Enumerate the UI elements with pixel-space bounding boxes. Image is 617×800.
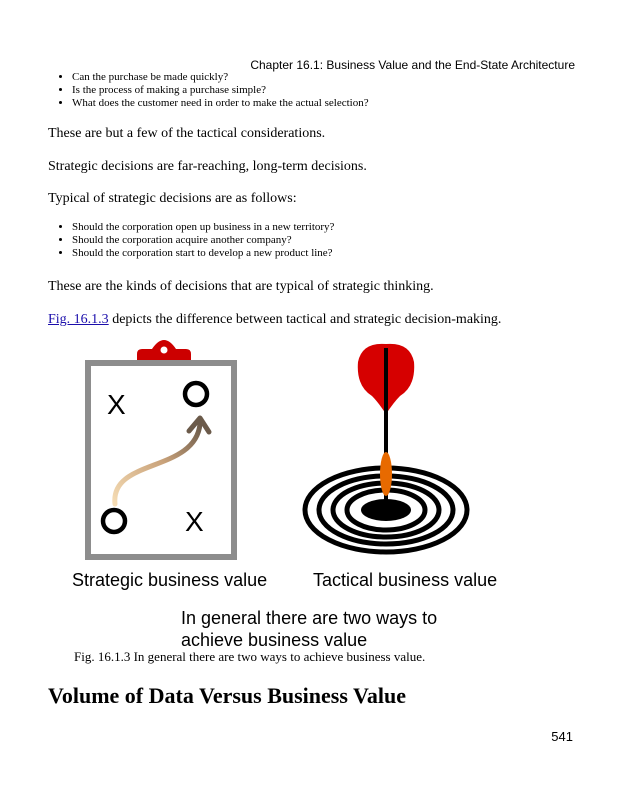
figure-label-tactical: Tactical business value <box>313 570 498 590</box>
strategic-decisions-list <box>48 221 334 260</box>
mark-x: X <box>107 389 126 420</box>
list-item: • What does the customer need in order to make the actual selection? <box>72 97 369 110</box>
figure-caption: Fig. 16.1.3 In general there are two ways to achieve business value. <box>74 649 426 664</box>
mark-x: X <box>185 506 204 537</box>
list-item: • Should the corporation start to develop a new product line? <box>72 247 334 260</box>
tactical-considerations-list <box>48 71 369 110</box>
figure-link[interactable]: Fig. 16.1.3 <box>48 312 109 327</box>
paragraph-strategic-intro: Typical of strategic decisions are as follows: <box>48 191 297 206</box>
figure-label-strategic: Strategic business value <box>72 570 268 590</box>
figure-main-caption: In general there are two ways to achieve business value <box>181 608 438 650</box>
section-heading: Volume of Data Versus Business Value <box>48 683 406 708</box>
paragraph-tactical-summary: These are but a few of the tactical considerations. <box>48 126 326 141</box>
paragraph-strategic-definition: Strategic decisions are far-reaching, long-term decisions. <box>48 159 367 174</box>
paragraph-figure-reference <box>48 312 501 328</box>
list-item: • Should the corporation open up business in a new territory? <box>72 221 334 234</box>
list-item: • Should the corporation acquire another company? <box>72 234 334 247</box>
paragraph-strategic-summary: These are the kinds of decisions that are typical of strategic thinking. <box>48 279 434 294</box>
list-item: • Is the process of making a purchase simple? <box>72 84 369 97</box>
running-header: Chapter 16.1: Business Value and the End-State Architecture <box>250 58 575 72</box>
clipboard-icon <box>85 340 237 560</box>
figure-reference-text: depicts the difference between tactical and strategic decision-making. <box>108 312 502 327</box>
figure-illustration <box>60 338 560 650</box>
list-item: • Can the purchase be made quickly? <box>72 71 369 84</box>
page-number: 541 <box>551 729 573 744</box>
